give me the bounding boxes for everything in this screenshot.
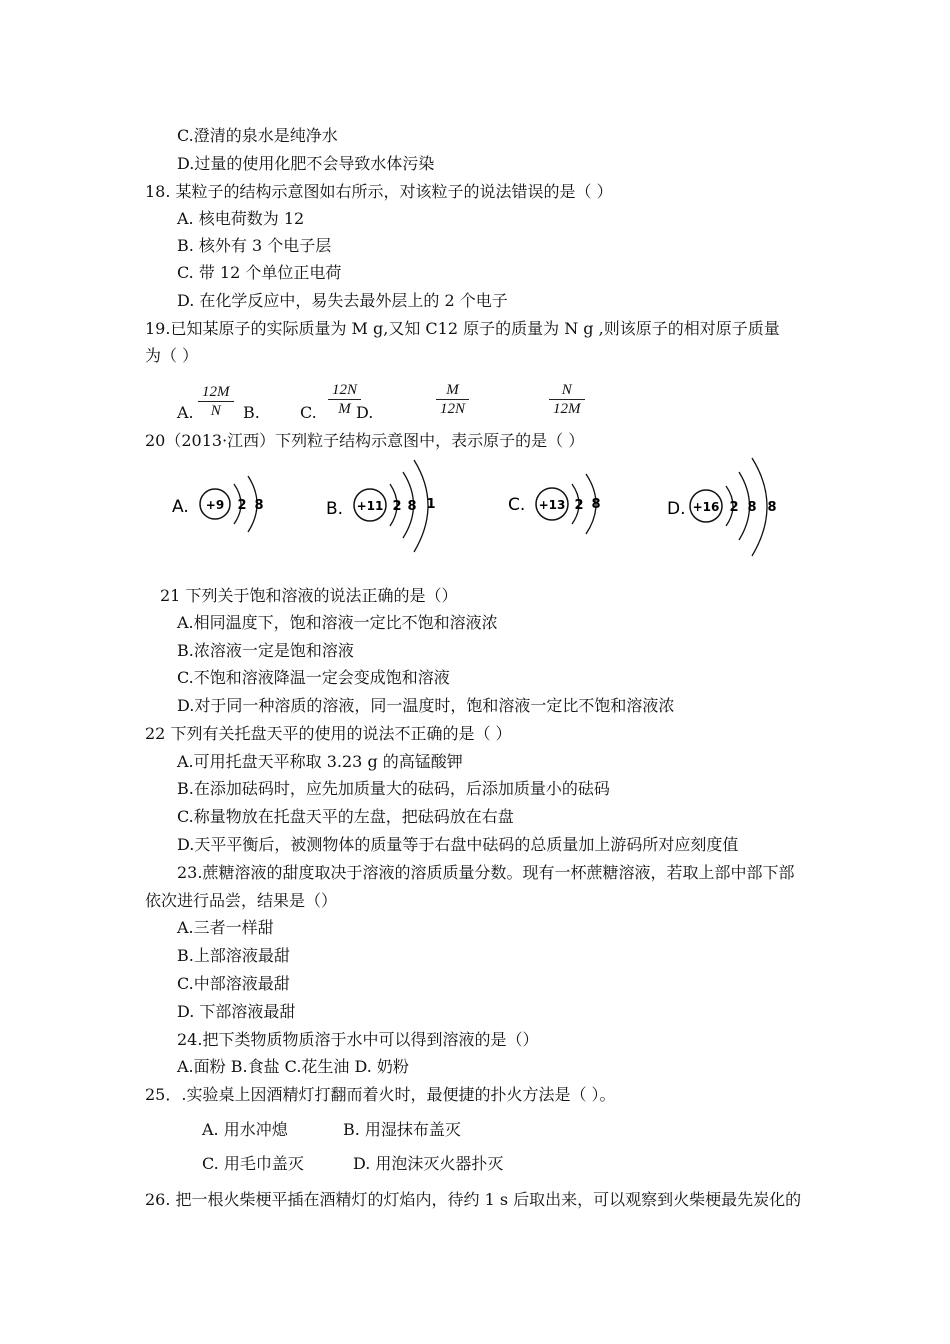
q25-option-d: D. 用泡沫灭火器扑灭 [353,1154,504,1173]
q23-option-c: C.中部溶液最甜 [177,974,290,993]
q18-stem: 18. 某粒子的结构示意图如右所示，对该粒子的说法错误的是（ ） [145,182,613,201]
q21-option-b: B.浓溶液一定是饱和溶液 [177,641,354,660]
fraction-numerator: 12N [332,382,358,398]
q23-option-b: B.上部溶液最甜 [177,946,290,965]
q18-option-d: D. 在化学反应中，易失去最外层上的 2 个电子 [177,291,508,310]
q19-option-c-label: C. [300,403,317,422]
q19-option-d-fraction [549,381,585,418]
q23-stem: 23.蔗糖溶液的甜度取决于溶液的溶质质量分数。现有一杯蔗糖溶液，若取上部中部下部 [177,863,795,882]
diagram-c [508,474,601,534]
q20-stem: 20（2013·江西）下列粒子结构示意图中，表示原子的是（ ） [145,431,585,450]
q24-options: A.面粉 B.食盐 C.花生油 D. 奶粉 [177,1057,409,1076]
fraction-numerator: 12M [202,384,230,400]
q19-option-b-label: B. [243,403,260,422]
diagram-d-shell-1: 2 [729,500,739,515]
diagram-d-shell-2: 8 [747,500,757,515]
diagram-b-shell-3: 1 [426,497,436,512]
fraction-denominator: M [328,399,361,418]
fraction-numerator: M [446,382,459,398]
q17-option-c: C.澄清的泉水是纯净水 [177,126,338,145]
diagram-d-nucleus: +16 [692,500,720,514]
q22-option-a: A.可用托盘天平称取 3.23 g 的高锰酸钾 [177,752,463,771]
diagram-a-shell-2: 8 [254,498,264,513]
q23-option-d: D. 下部溶液最甜 [177,1002,296,1021]
fraction-denominator: N [198,401,234,420]
diagram-b-label: B. [326,499,344,519]
q23-stem-cont: 依次进行品尝，结果是（） [145,891,338,910]
q19-stem: 19.已知某原子的实际质量为 M g,又知 C12 原子的质量为 N g ,则该原子的相对原子质量 [145,319,780,338]
q21-stem: 21 下列关于饱和溶液的说法正确的是（） [160,586,458,605]
diagram-d-shell-3: 8 [767,500,777,515]
q24-stem: 24.把下类物质物质溶于水中可以得到溶液的是（） [177,1030,539,1049]
q21-option-c: C.不饱和溶液降温一定会变成饱和溶液 [177,668,450,687]
q18-option-a: A. 核电荷数为 12 [177,209,305,228]
q21-option-a: A.相同温度下，饱和溶液一定比不饱和溶液浓 [177,613,498,632]
q25-option-b: B. 用湿抹布盖灭 [343,1120,461,1139]
diagram-c-label: C. [508,495,526,515]
diagram-a-label: A. [172,497,189,517]
diagram-b [326,460,436,552]
q25-stem: 25．.实验桌上因酒精灯打翻而着火时，最便捷的扑火方法是（ ）。 [145,1085,616,1104]
diagram-b-shell-1: 2 [392,499,402,514]
q19-option-a-fraction [198,383,234,420]
q23-option-a: A.三者一样甜 [177,918,274,937]
q26-stem: 26. 把一根火柴梗平插在酒精灯的灯焰内，待约 1 s 后取出来，可以观察到火柴梗最先炭化的 [145,1190,802,1209]
diagram-d-label: D. [667,499,686,519]
q22-option-c: C.称量物放在托盘天平的左盘，把砝码放在右盘 [177,807,514,826]
q17-option-d: D.过量的使用化肥不会导致水体污染 [177,154,435,173]
q18-option-b: B. 核外有 3 个电子层 [177,236,332,255]
diagram-c-nucleus: +13 [538,498,566,512]
diagram-a-shell-1: 2 [237,498,247,513]
fraction-numerator: N [561,382,572,398]
diagram-a [172,476,264,532]
fraction-denominator: 12N [436,399,469,418]
diagram-a-nucleus: +9 [205,498,225,512]
q19-stem-cont: 为（ ） [145,346,199,365]
q18-option-c: C. 带 12 个单位正电荷 [177,263,342,282]
diagram-c-shell-1: 2 [574,498,584,513]
q20-diagrams [0,452,950,572]
q25-option-a: A. 用水冲熄 [202,1120,288,1139]
q22-option-b: B.在添加砝码时，应先加质量大的砝码，后添加质量小的砝码 [177,779,610,798]
q22-stem: 22 下列有关托盘天平的使用的说法不正确的是（ ） [145,724,512,743]
q19-option-a-label: A. [177,403,194,422]
diagram-b-shell-2: 8 [407,499,417,514]
diagram-b-nucleus: +11 [356,499,384,513]
q19-option-c-fraction [436,381,469,418]
diagram-d [667,458,777,556]
q25-option-c: C. 用毛巾盖灭 [202,1154,304,1173]
q19-option-d-label: D. [356,403,374,422]
diagram-c-shell-2: 8 [591,497,601,512]
q21-option-d: D.对于同一种溶质的溶液，同一温度时，饱和溶液一定比不饱和溶液浓 [177,696,675,715]
fraction-denominator: 12M [549,399,585,418]
q22-option-d: D.天平平衡后，被测物体的质量等于右盘中砝码的总质量加上游码所对应刻度值 [177,835,739,854]
